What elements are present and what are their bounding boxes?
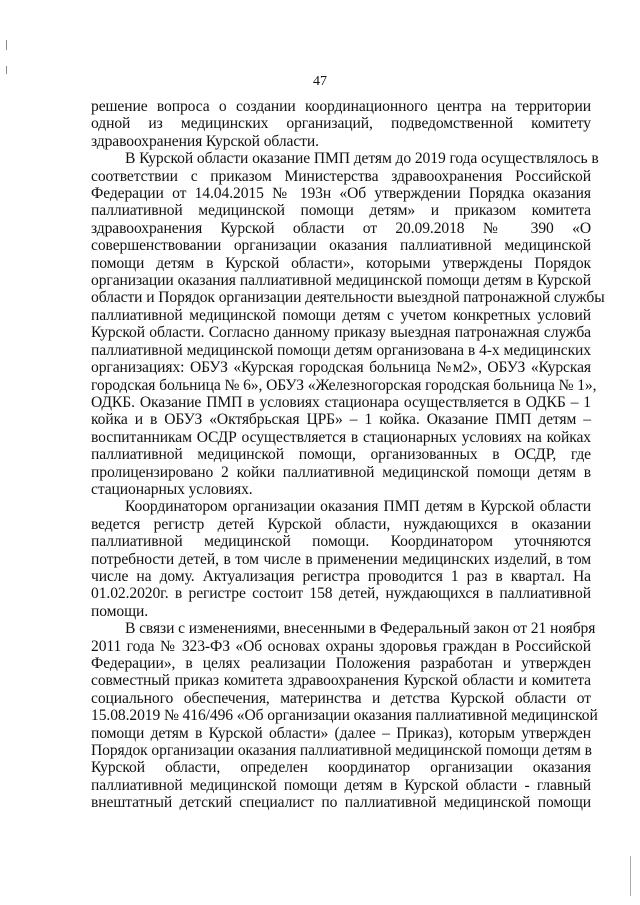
page-number: 47 xyxy=(313,74,327,89)
text-line: области и Порядок организации деятельности выездной патронажной службы xyxy=(91,289,605,307)
text-line: паллиативной медицинской помощи. Координатором уточняются xyxy=(91,533,591,551)
text-line: числе на дому. Актуализация регистра проводится 1 раз в квартал. На xyxy=(91,567,591,585)
text-line: койка и в ОБУЗ «Октябрьская ЦРБ» – 1 койка. Оказание ПМП детям – xyxy=(91,411,591,429)
text-line: Курской области. Согласно данному приказу выездная патронажная служба xyxy=(91,324,591,342)
text-line: Курской области, определен координатор организации оказания xyxy=(91,759,591,777)
text-line: 2011 года № 323-ФЗ «Об основах охраны здоровья граждан в Российской xyxy=(91,637,591,655)
text-line: паллиативной медицинской помощи детям организована в 4-х медицинских xyxy=(91,341,591,359)
text-line: В связи с изменениями, внесенными в Федеральный закон от 21 ноября xyxy=(125,620,596,638)
text-line: стационарных условиях. xyxy=(91,480,253,498)
scan-margin-mark xyxy=(6,66,7,74)
text-line: 15.08.2019 № 416/496 «Об организации оказания паллиативной медицинской xyxy=(91,707,598,725)
text-line: решение вопроса о создании координационного центра на территории xyxy=(91,98,591,115)
text-line: потребности детей, в том числе в применении медицинских изделий, в том xyxy=(91,550,591,568)
text-line: соответствии с приказом Министерства здравоохранения Российской xyxy=(91,167,591,185)
document-body xyxy=(91,98,605,812)
text-line: В Курской области оказание ПМП детям до 2019 года осуществлялось в xyxy=(125,150,599,168)
paragraph xyxy=(91,150,605,498)
text-line: Координатором организации оказания ПМП детям в Курской области xyxy=(125,498,591,516)
text-line: помощи. xyxy=(91,602,149,620)
text-line: Федерации», в целях реализации Положения разработан и утвержден xyxy=(91,655,591,672)
text-line: здравоохранения Курской области от 20.09.2018 № 390 «О xyxy=(91,219,591,237)
text-line: организации оказания паллиативной медицинской помощи детям в Курской xyxy=(91,272,591,290)
text-line: одной из медицинских организаций, подведомственной комитету xyxy=(91,115,591,133)
paragraph xyxy=(91,98,591,150)
text-line: воспитанникам ОСДР осуществляется в стационарных условиях на койках xyxy=(91,428,591,446)
text-line: городская больница № 6», ОБУЗ «Железногорская городская больница № 1», xyxy=(91,376,597,394)
text-line: организациях: ОБУЗ «Курская городская больница №м2», ОБУЗ «Курская xyxy=(91,359,591,377)
text-line: внештатный детский специалист по паллиативной медицинской помощи xyxy=(91,794,591,812)
text-line: совершенствовании организации оказания паллиативной медицинской xyxy=(91,237,591,255)
text-line: социального обеспечения, материнства и детства Курской области от xyxy=(91,689,591,707)
text-line: Федерации от 14.04.2015 № 193н «Об утверждении Порядка оказания xyxy=(91,185,591,203)
text-line: помощи детям в Курской области», которыми утверждены Порядок xyxy=(91,254,591,272)
text-line: совместный приказ комитета здравоохранения Курской области и комитета xyxy=(91,672,591,690)
text-line: паллиативной медицинской помощи детям» и приказом комитета xyxy=(91,202,591,220)
text-line: Порядок организации оказания паллиативной медицинской помощи детям в xyxy=(91,742,592,760)
text-line: 01.02.2020г. в регистре состоит 158 детей, нуждающихся в паллиативной xyxy=(91,585,591,603)
text-line: помощи детям в Курской области» (далее – Приказ), которым утвержден xyxy=(91,724,591,742)
text-line: паллиативной медицинской помощи детям в Курской области - главный xyxy=(91,776,591,794)
text-line: здравоохранения Курской области. xyxy=(91,132,319,150)
text-line: паллиативной медицинской помощи детям с учетом конкретных условий xyxy=(91,306,591,324)
scan-margin-mark xyxy=(630,856,631,896)
text-line: пролицензировано 2 койки паллиативной медицинской помощи детям в xyxy=(91,463,591,481)
paragraph xyxy=(91,498,591,620)
text-line: ОДКБ. Оказание ПМП в условиях стационара осуществляется в ОДКБ – 1 xyxy=(91,393,591,411)
text-line: ведется регистр детей Курской области, нуждающихся в оказании xyxy=(91,515,591,533)
text-line: паллиативной медицинской помощи, организованных в ОСДР, где xyxy=(91,446,591,464)
scan-margin-mark xyxy=(6,40,7,50)
paragraph xyxy=(91,620,598,812)
